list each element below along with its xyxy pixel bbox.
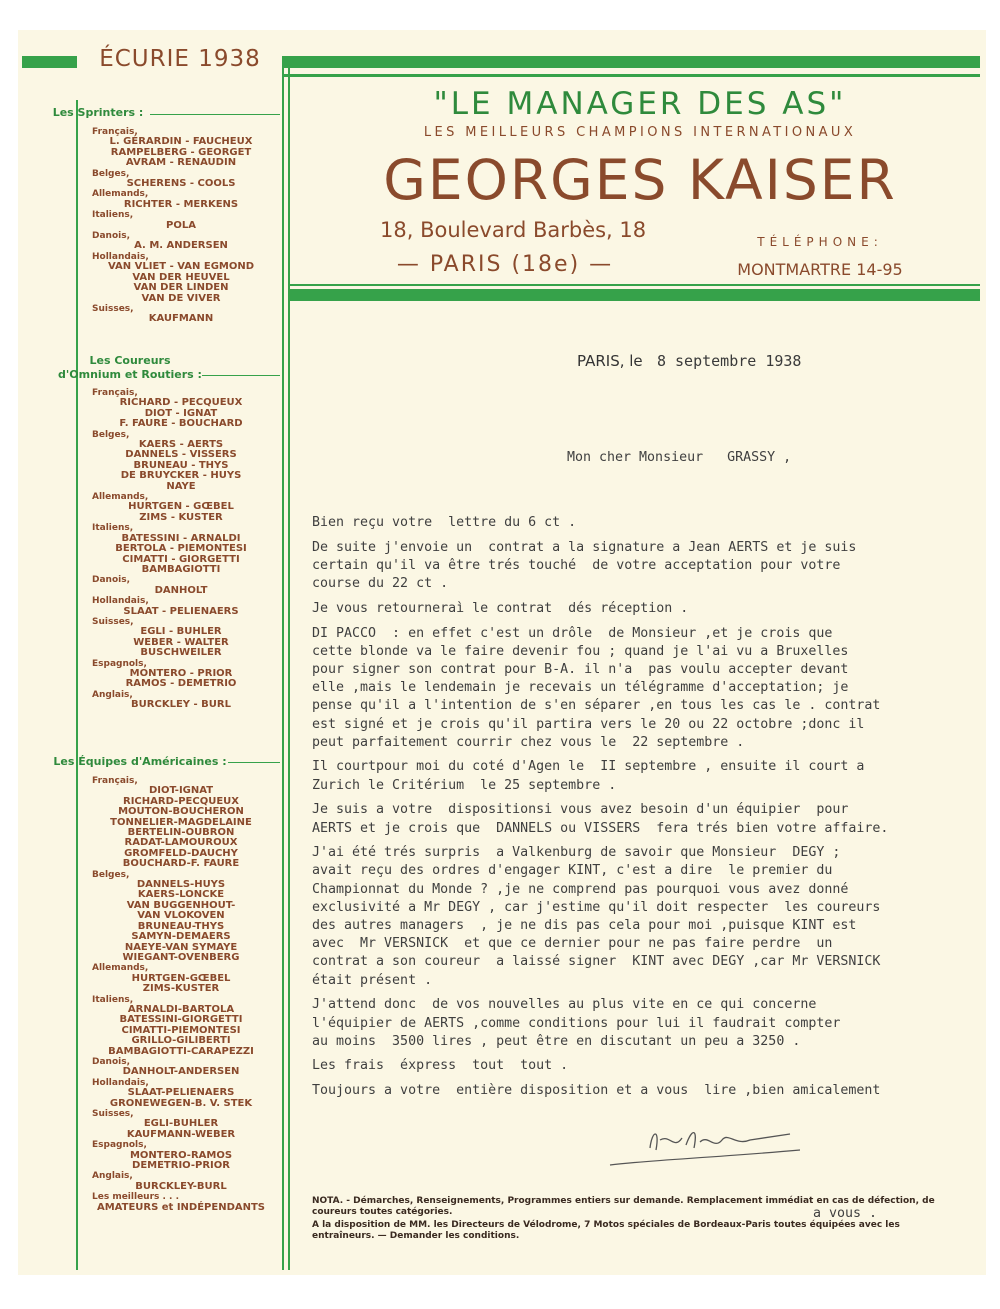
rider-entry: BOUCHARD-F. FAURE — [122, 858, 240, 870]
rider-entry: DIOT-IGNAT — [148, 785, 214, 797]
letter-paragraph — [312, 600, 888, 618]
rider-entry: VAN DER LINDEN — [133, 282, 229, 294]
rider-entry: ZIMS-KUSTER — [142, 983, 220, 995]
section-line — [228, 762, 280, 763]
letter-line: pour signer son contrat pour B-A. il n'a pas voulu accepter devant — [312, 661, 849, 677]
letter-line: J'attend donc de vos nouvelles au plus vite en ce qui concerne — [312, 997, 817, 1013]
header-bottom-bar-thin — [290, 284, 980, 286]
letter-paragraph — [312, 801, 888, 837]
rider-entry: MONTERO-RAMOS — [129, 1149, 233, 1161]
nationality-label: Danois, — [92, 575, 130, 586]
rider-entry: EGLI - BUHLER — [140, 626, 222, 638]
nationality-label: Suisses, — [92, 616, 134, 627]
nationality-label: Hollandais, — [92, 596, 149, 607]
letter-line: J'ai été trés surpris a Valkenburg de savoir que Monsieur DEGY ; — [312, 845, 841, 861]
letter-paragraph — [312, 1057, 888, 1075]
nationality-label: Allemands, — [92, 492, 149, 503]
rider-entry: ZIMS - KUSTER — [139, 511, 223, 523]
nationality-label: Suisses, — [92, 303, 134, 314]
rider-entry: BRUNEAU - THYS — [133, 459, 229, 471]
letter-line: avec Mr VERSNICK et que ce dernier pour ne pas faire perdre un — [312, 936, 833, 952]
nationality-label: Allemands, — [92, 963, 149, 974]
letter-date — [577, 352, 801, 370]
rider-entry: SLAAT-PELIENAERS — [127, 1087, 235, 1099]
rider-entry: A. M. ANDERSEN — [134, 240, 228, 252]
section-title-routiers: Les Coureurs d'Omnium et Routiers : — [58, 354, 202, 381]
nationality-label: Danois, — [92, 1056, 130, 1067]
rider-entry: DIOT - IGNAT — [144, 407, 218, 419]
letter-line: De suite j'envoie un contrat a la signature a Jean AERTS et je suis — [312, 539, 857, 555]
rider-entry: DANHOLT — [154, 584, 208, 596]
nota-line-2: A la disposition de MM. les Directeurs de Vélodrome, 7 Motos spéciales de Bordeaux-Paris toutes équipées avec les entraîneurs. — Demander les conditions. — [312, 1220, 900, 1241]
rider-entry: ARNALDI-BARTOLA — [127, 1003, 235, 1015]
header-bottom-bar — [290, 289, 980, 301]
letter-line: Il courtpour moi du coté d'Agen le II septembre , ensuite il court a — [312, 759, 865, 775]
rider-entry: KAERS - AERTS — [138, 439, 224, 451]
nationality-label: Français, — [92, 776, 138, 786]
rider-entry: F. FAURE - BOUCHARD — [119, 418, 243, 430]
section-title-sprinters: Les Sprinters : — [52, 106, 144, 119]
letter-line: course du 22 ct . — [312, 576, 449, 592]
letter-line: Les frais éxpress tout tout . — [312, 1058, 569, 1074]
rider-entry: POLA — [166, 219, 196, 231]
phone-number: MONTMARTRE 14-95 — [737, 260, 903, 279]
rider-entry: NAEYE-VAN SYMAYE — [124, 941, 238, 953]
rider-entry: MOUTON-BOUCHERON — [118, 806, 244, 818]
letter-line: exclusivité a Mr DEGY , car j'estime qu'il doit respecter les coureurs — [312, 899, 881, 915]
letter-paragraph — [312, 758, 888, 794]
section-title-americaines: Les Équipes d'Américaines : — [53, 755, 227, 768]
address: 18, Boulevard Barbès, 18 — [380, 218, 647, 242]
nationality-label: Anglais, — [92, 1171, 133, 1182]
nationality-label: Les meilleurs . . . — [92, 1192, 180, 1203]
subtitle: LES MEILLEURS CHAMPIONS INTERNATIONAUX — [423, 125, 857, 140]
rider-entry: SAMYN-DEMAERS — [131, 931, 231, 943]
rider-entry: BRUNEAU-THYS — [137, 920, 225, 932]
sidebar-line-right — [282, 56, 284, 1270]
letter-line: avait reçu des ordres d'engager KINT, c'est a dire le premier du — [312, 863, 833, 879]
rider-entry: DANNELS - VISSERS — [125, 449, 237, 461]
city: — PARIS (18e) — — [396, 252, 614, 277]
rider-entry: RADAT-LAMOUROUX — [124, 837, 238, 849]
letter-paragraph — [312, 625, 888, 752]
letter-line: est signé et je crois qu'il partira vers le 20 ou 22 octobre ;donc il — [312, 716, 865, 732]
sidebar-line-left — [76, 100, 78, 1270]
nationality-label: Anglais, — [92, 689, 133, 700]
rider-entry: BERTELIN-OUBRON — [127, 827, 235, 839]
rider-entry: DANHOLT-ANDERSEN — [122, 1066, 240, 1078]
rider-entry: VAN BUGGENHOUT- — [126, 899, 236, 911]
letter-paragraph — [312, 844, 888, 990]
americaines-list — [86, 776, 276, 1213]
letter-line: Je vous retourneraì le contrat dés réception . — [312, 600, 689, 616]
nationality-label: Espagnols, — [92, 658, 147, 669]
rider-entry: RAMPELBERG - GEORGET — [110, 146, 252, 158]
letter-line: Bien reçu votre lettre du 6 ct . — [312, 515, 577, 530]
letter-line: certain qu'il va être trés touché de votre acceptation pour votre — [312, 557, 841, 573]
rider-entry: BUSCHWEILER — [140, 647, 222, 659]
nationality-label: Danois, — [92, 231, 130, 242]
letter-paragraph — [312, 996, 888, 1051]
nationality-label: Français, — [92, 127, 138, 137]
ecurie-title: ÉCURIE 1938 — [99, 46, 261, 72]
rider-entry: GRONEWEGEN-B. V. STEK — [109, 1097, 253, 1109]
rider-entry: RICHTER - MERKENS — [123, 198, 239, 210]
rider-entry: CIMATTI-PIEMONTESI — [121, 1024, 241, 1036]
greeting: Mon cher Monsieur GRASSY , — [567, 450, 792, 465]
rider-entry: CIMATTI - GIORGETTI — [122, 553, 240, 565]
signature — [590, 1120, 820, 1175]
letter-line: pense qu'il a l'intention de s'en séparer ,en tous les cas le . contrat — [312, 698, 881, 714]
letter-paragraph — [312, 539, 888, 594]
letter-line: peut parfaitement courrir chez vous le 22 septembre . — [312, 734, 745, 750]
rider-entry: VAN DER HEUVEL — [132, 271, 230, 283]
letter-line: au moins 3500 lires , peut être en discutant un peu a 3250 . — [312, 1033, 801, 1049]
nota-footer — [312, 1196, 952, 1241]
date-value: 8 septembre 1938 — [656, 352, 802, 370]
letter-paragraph — [312, 514, 888, 532]
top-bar-thin — [284, 74, 980, 77]
rider-entry: DANNELS-HUYS — [136, 879, 226, 891]
rider-entry: SCHERENS - COOLS — [126, 178, 236, 190]
rider-entry: AVRAM - RENAUDIN — [125, 157, 237, 169]
sprinters-list — [86, 127, 276, 325]
rider-entry: RICHARD-PECQUEUX — [123, 795, 239, 807]
top-bar-left — [22, 56, 77, 68]
rider-entry: VAN VLIET - VAN EGMOND — [107, 261, 255, 273]
routiers-list — [86, 388, 276, 711]
rider-entry: KAUFMANN-WEBER — [126, 1128, 236, 1140]
section-line — [202, 375, 280, 376]
rider-entry: BAMBAGIOTTI-CARAPEZZI — [108, 1045, 254, 1057]
nationality-label: Italiens, — [92, 210, 134, 221]
company-name: GEORGES KAISER — [383, 148, 897, 212]
rider-entry: BERTOLA - PIEMONTESI — [115, 543, 247, 555]
rider-entry: GRILLO-GILIBERTI — [131, 1035, 231, 1047]
rider-entry: BATESSINI - ARNALDI — [121, 532, 241, 544]
nationality-label: Italiens, — [92, 994, 134, 1005]
sidebar-line-right-2 — [288, 56, 290, 1270]
rider-entry: AMATEURS et INDÉPENDANTS — [96, 1201, 266, 1213]
nationality-label: Français, — [92, 388, 138, 398]
letter-line: des autres managers , je ne dis pas cela pour moi ,puisque KINT est — [312, 918, 857, 934]
rider-entry: KAERS-LONCKE — [137, 889, 225, 901]
rider-entry: NAYE — [166, 480, 196, 492]
slogan: "LE MANAGER DES AS" — [433, 86, 847, 122]
date-prefix: PARIS, le — [577, 352, 643, 370]
section-line — [150, 114, 280, 115]
rider-entry: HURTGEN-GŒBEL — [131, 972, 231, 984]
rider-entry: VAN DE VIVER — [141, 292, 221, 304]
letter-line: Championnat du Monde ? ,je ne comprend pas pourquoi vous avez donné — [312, 881, 849, 897]
letter-line: Je suis a votre dispositionsi vous avez besoin d'un équipier pour — [312, 802, 849, 818]
rider-entry: BURCKLEY - BURL — [131, 699, 231, 711]
nationality-label: Belges, — [92, 168, 130, 179]
top-bar-right — [284, 56, 980, 68]
letter-paragraph — [312, 1082, 888, 1100]
rider-entry: KAUFMANN — [148, 313, 214, 325]
rider-entry: MONTERO - PRIOR — [129, 667, 233, 679]
letter-line: contrat a son coureur a laissé signer KINT avec DEGY ,car Mr VERSNICK — [312, 954, 881, 970]
nationality-label: Espagnols, — [92, 1140, 147, 1151]
letter-line: AERTS et je crois que DANNELS ou VISSERS fera trés bien votre affaire. — [312, 820, 889, 836]
rider-entry: DE BRUYCKER - HUYS — [120, 470, 242, 482]
rider-entry: BAMBAGIOTTI — [141, 563, 221, 575]
letter-line: elle ,mais le lendemain je recevais un télégramme d'acceptation; je — [312, 680, 849, 696]
nationality-label: Allemands, — [92, 189, 149, 200]
rider-entry: BURCKLEY-BURL — [135, 1180, 227, 1192]
nationality-label: Hollandais, — [92, 251, 149, 262]
rider-entry: HURTGEN - GŒBEL — [128, 501, 234, 513]
letter-line: Zurich le Critérium le 25 septembre . — [312, 777, 617, 793]
nota-line-1: NOTA. - Démarches, Renseignements, Programmes entiers sur demande. Remplacement immédiat en cas de défection, de coureurs toutes catégories. — [312, 1196, 935, 1217]
rider-entry: WEBER - WALTER — [133, 636, 229, 648]
letter-line: Toujours a votre entière disposition et a vous lire ,bien amicalement — [312, 1083, 881, 1099]
rider-entry: VAN VLOKOVEN — [137, 910, 225, 922]
nationality-label: Belges, — [92, 869, 130, 880]
letter-line: cette blonde va le faire devenir fou ; quand je l'ai vu a Bruxelles — [312, 643, 849, 659]
nationality-label: Suisses, — [92, 1109, 134, 1119]
rider-entry: EGLI-BUHLER — [143, 1118, 219, 1130]
letter-line: DI PACCO : en effet c'est un drôle de Monsieur ,et je crois que — [312, 625, 833, 641]
rider-entry: DEMETRIO-PRIOR — [132, 1160, 230, 1172]
phone-label: TÉLÉPHONE: — [757, 235, 883, 249]
rider-entry: SLAAT - PELIENAERS — [123, 605, 239, 617]
closing: a vous . — [813, 1206, 878, 1221]
rider-entry: L. GÉRARDIN - FAUCHEUX — [109, 136, 253, 148]
rider-entry: WIEGANT-OVENBERG — [122, 951, 240, 963]
nationality-label: Hollandais, — [92, 1077, 149, 1088]
letter-line: était présent . — [312, 972, 433, 988]
rider-entry: GROMFELD-DAUCHY — [124, 847, 238, 859]
letter-line: l'équipier de AERTS ,comme conditions pour lui il faudrait compter — [312, 1015, 841, 1031]
nationality-label: Belges, — [92, 429, 130, 440]
nationality-label: Italiens, — [92, 523, 134, 534]
rider-entry: BATESSINI-GIORGETTI — [119, 1014, 243, 1026]
rider-entry: TONNELIER-MAGDELAINE — [110, 816, 252, 828]
rider-entry: RICHARD - PECQUEUX — [119, 397, 243, 409]
rider-entry: RAMOS - DEMETRIO — [125, 678, 237, 690]
letter-body — [312, 514, 888, 1107]
